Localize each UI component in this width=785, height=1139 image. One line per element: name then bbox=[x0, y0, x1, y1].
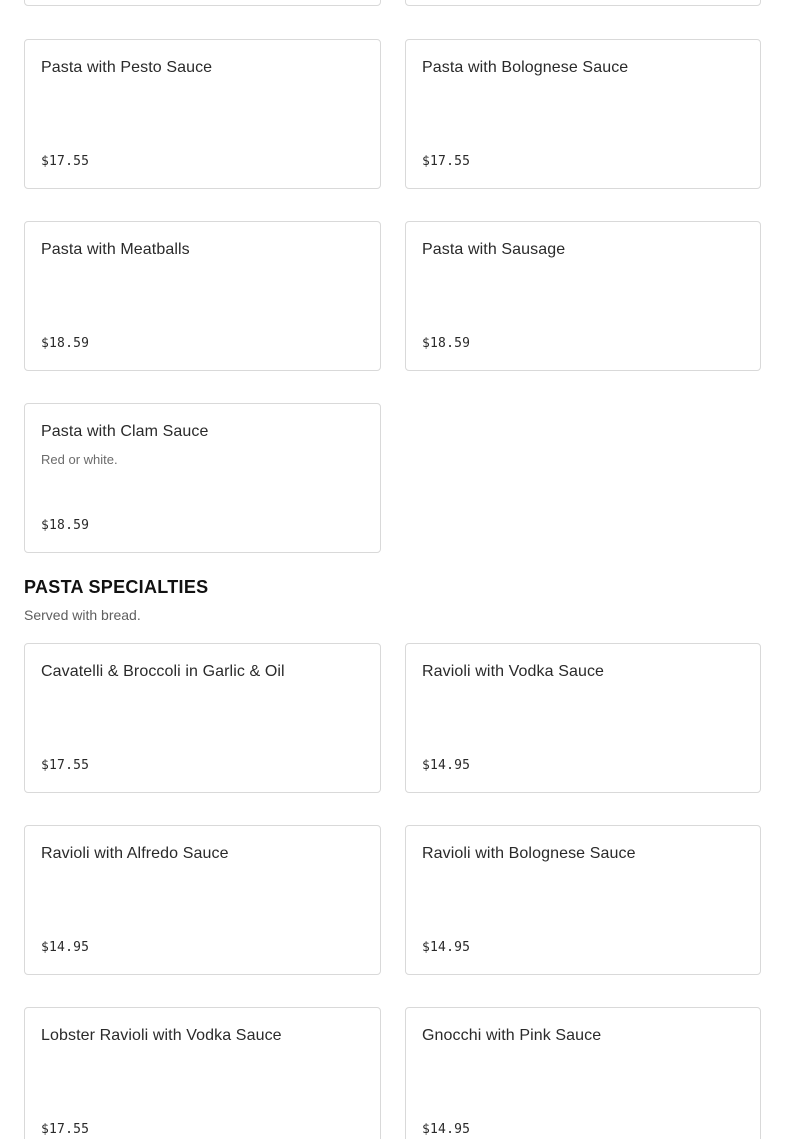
menu-item-price: $14.95 bbox=[422, 1122, 471, 1137]
menu-item-price: $17.55 bbox=[41, 758, 90, 773]
menu-item-price: $17.55 bbox=[41, 154, 90, 169]
menu-item-card[interactable] bbox=[24, 221, 381, 371]
menu-item-price: $14.95 bbox=[422, 758, 471, 773]
menu-item-card[interactable] bbox=[24, 825, 381, 975]
menu-item-price: $14.95 bbox=[422, 940, 471, 955]
menu-item-name: Pasta with Clam Sauce bbox=[41, 423, 209, 440]
menu-item-card[interactable] bbox=[24, 403, 381, 553]
menu-item-card[interactable] bbox=[405, 221, 761, 371]
menu-item-card[interactable] bbox=[405, 1007, 761, 1139]
menu-item-card[interactable] bbox=[405, 825, 761, 975]
menu-item-price: $17.55 bbox=[422, 154, 471, 169]
section-subtitle: Served with bread. bbox=[24, 607, 141, 623]
menu-item-name: Pasta with Meatballs bbox=[41, 241, 190, 258]
menu-item-name: Ravioli with Vodka Sauce bbox=[422, 663, 605, 680]
menu-item-card-partial[interactable] bbox=[24, 0, 381, 6]
menu-item-description: Red or white. bbox=[41, 452, 118, 467]
menu-item-name: Lobster Ravioli with Vodka Sauce bbox=[41, 1027, 282, 1044]
menu-item-name: Gnocchi with Pink Sauce bbox=[422, 1027, 602, 1044]
menu-item-card[interactable] bbox=[405, 643, 761, 793]
menu-item-name: Ravioli with Bolognese Sauce bbox=[422, 845, 636, 862]
menu-item-name: Pasta with Pesto Sauce bbox=[41, 59, 213, 76]
menu-item-name: Pasta with Sausage bbox=[422, 241, 566, 258]
menu-item-price: $17.55 bbox=[41, 1122, 90, 1137]
menu-item-name: Ravioli with Alfredo Sauce bbox=[41, 845, 229, 862]
menu-item-price: $18.59 bbox=[41, 518, 90, 533]
menu-item-card[interactable] bbox=[24, 39, 381, 189]
menu-item-card[interactable] bbox=[24, 1007, 381, 1139]
menu-item-card-partial[interactable] bbox=[405, 0, 761, 6]
menu-item-price: $18.59 bbox=[422, 336, 471, 351]
menu-item-name: Pasta with Bolognese Sauce bbox=[422, 59, 629, 76]
menu-item-card[interactable] bbox=[24, 643, 381, 793]
menu-item-card[interactable] bbox=[405, 39, 761, 189]
menu-item-name: Cavatelli & Broccoli in Garlic & Oil bbox=[41, 663, 285, 680]
section-title: PASTA SPECIALTIES bbox=[24, 577, 209, 597]
menu-item-price: $14.95 bbox=[41, 940, 90, 955]
menu-item-price: $18.59 bbox=[41, 336, 90, 351]
